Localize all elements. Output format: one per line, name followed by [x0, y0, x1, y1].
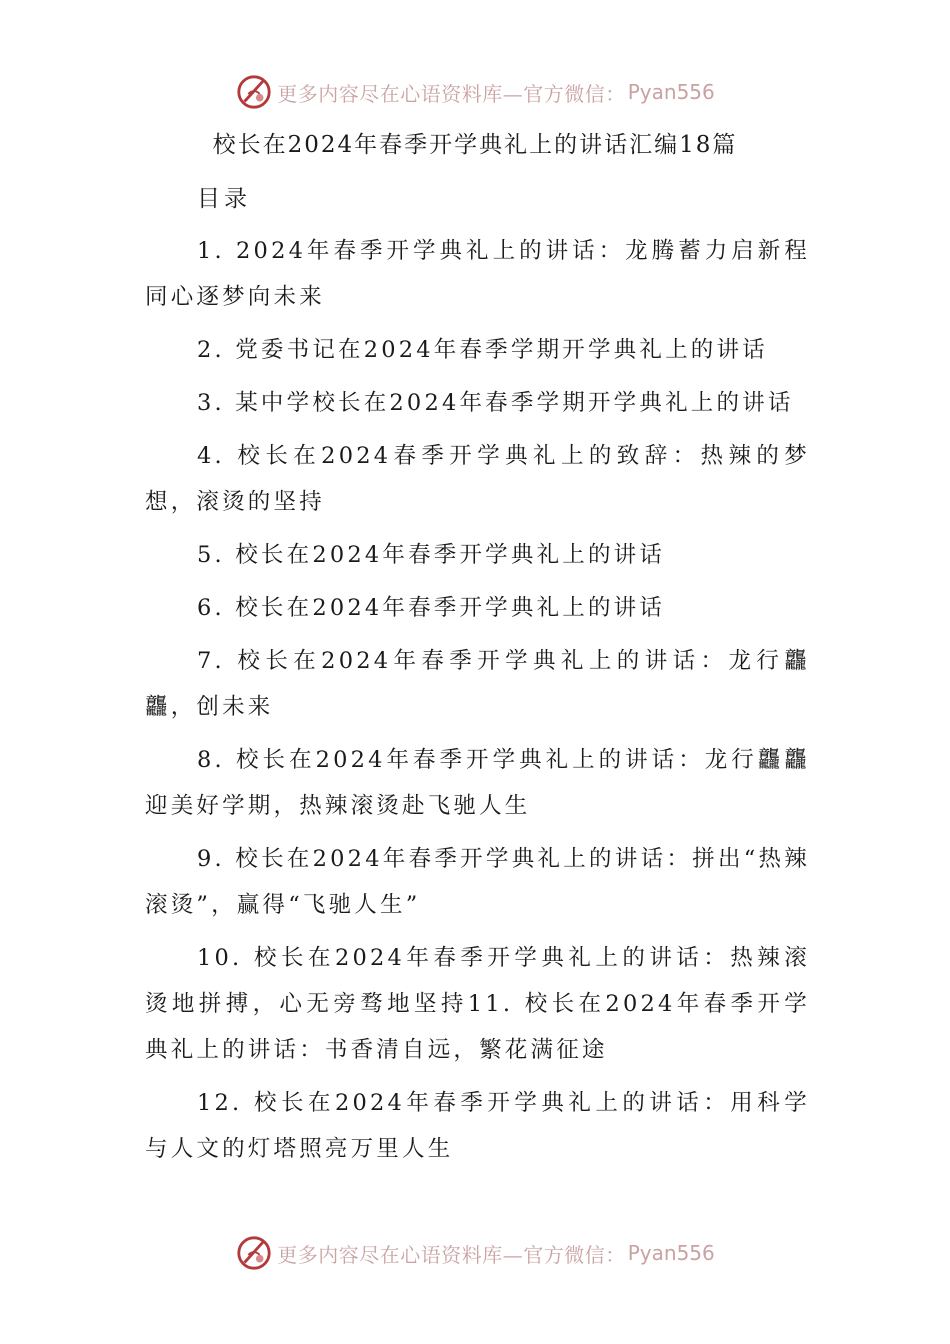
- toc-item: 3. 某中学校长在2024年春季学期开学典礼上的讲话: [197, 390, 794, 416]
- header-banner-id: Pyan556: [627, 80, 715, 104]
- header-banner-text: 更多内容尽在心语资料库—官方微信：: [277, 81, 626, 106]
- toc-item: 2. 党委书记在2024年春季学期开学典礼上的讲话: [197, 337, 768, 363]
- toc-item: 7. 校长在2024年春季开学典礼上的讲话：龙行龘龘，创未来: [145, 648, 810, 720]
- toc-item: 6. 校长在2024年春季开学典礼上的讲话: [197, 595, 666, 621]
- toc-item: 12. 校长在2024年春季开学典礼上的讲话：用科学与人文的灯塔照亮万里人生: [145, 1090, 810, 1162]
- document-title: 校长在2024年春季开学典礼上的讲话汇编18篇: [212, 132, 738, 158]
- toc-heading: 目录: [197, 186, 251, 212]
- toc-item: 5. 校长在2024年春季开学典礼上的讲话: [197, 542, 666, 568]
- toc-item: 1. 2024年春季开学典礼上的讲话：龙腾蓄力启新程同心逐梦向未来: [145, 238, 810, 310]
- toc-item: 4. 校长在2024春季开学典礼上的致辞：热辣的梦想，滚烫的坚持: [145, 443, 810, 515]
- toc-item: 8. 校长在2024年春季开学典礼上的讲话：龙行龘龘迎美好学期，热辣滚烫赴飞驰人生: [145, 747, 810, 819]
- footer-banner-text: 更多内容尽在心语资料库—官方微信：: [277, 1242, 626, 1267]
- brand-logo-icon: [235, 1234, 273, 1272]
- table-of-contents: [145, 228, 810, 1179]
- toc-item: 9. 校长在2024年春季开学典礼上的讲话：拼出“热辣滚烫”，赢得“飞驰人生”: [145, 846, 810, 918]
- header-banner: [0, 72, 950, 112]
- footer-banner-id: Pyan556: [627, 1241, 715, 1265]
- brand-logo-icon: [235, 73, 273, 111]
- footer-banner: [0, 1233, 950, 1273]
- toc-item: 10. 校长在2024年春季开学典礼上的讲话：热辣滚烫地拼搏，心无旁骛地坚持11. 校长在2024年春季开学典礼上的讲话：书香清自远，繁花满征途: [145, 945, 810, 1063]
